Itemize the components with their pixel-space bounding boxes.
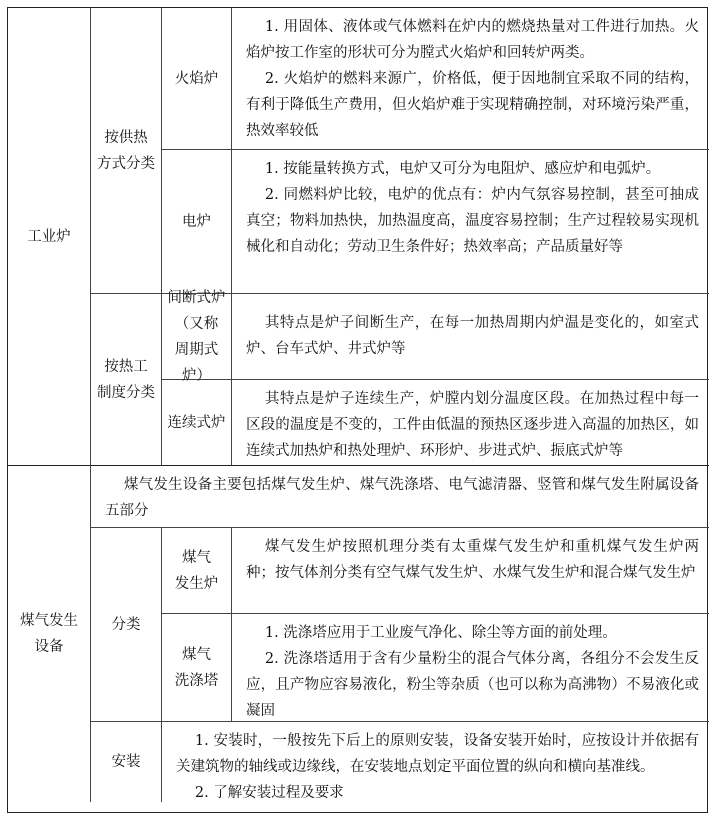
group-heating-regime	[91, 294, 162, 466]
desc-scrubber	[232, 614, 709, 722]
category-industrial-furnace	[8, 8, 91, 466]
desc-electric-furnace	[232, 150, 709, 294]
group-label: 安装	[111, 754, 141, 770]
gas-summary	[91, 466, 709, 528]
group-label: 按供热 方式分类	[97, 129, 155, 172]
type-electric-furnace	[162, 150, 232, 294]
group-label: 按热工 制度分类	[97, 358, 155, 401]
desc-line: 1. 洗涤塔应用于工业废气净化、除尘等方面的前处理。	[264, 625, 617, 641]
group-label: 分类	[111, 616, 141, 633]
desc-line: 1. 按能量转换方式，电炉又可分为电阻炉、感应炉和电弧炉。	[264, 161, 661, 177]
type-batch-furnace	[162, 289, 232, 384]
type-label: 连续式炉	[167, 414, 226, 431]
type-gas-producer	[162, 528, 232, 614]
category-label: 煤气发生 设备	[20, 613, 78, 655]
type-label: 电炉	[182, 213, 211, 230]
desc-line: 2. 同燃料炉比较，电炉的优点有：炉内气氛容易控制，甚至可抽成真空；物料加热快，加热温度高，温度容易控制；生产过程较易实现机械化和自动化；劳动卫生条件好；热效率高；产品质量好等	[246, 187, 699, 255]
group-heat-supply	[91, 8, 162, 294]
type-label: 间断式炉 （又称 周期式炉）	[167, 289, 226, 384]
group-classification	[91, 528, 162, 722]
category-gas-generation	[8, 466, 91, 802]
type-continuous-furnace	[162, 380, 232, 466]
summary-text: 煤气发生设备主要包括煤气发生炉、煤气洗涤塔、电气滤清器、竖管和煤气发生附属设备五部分	[105, 477, 699, 519]
category-label: 工业炉	[27, 228, 71, 245]
group-installation	[91, 722, 162, 802]
type-scrubber	[162, 614, 232, 722]
desc-line: 2. 洗涤塔适用于含有少量粉尘的混合气体分离，各组分不会发生反应，且产物应容易液化，粉尘等杂质（也可以称为高沸物）不易液化或凝固	[246, 651, 699, 719]
desc-installation	[162, 722, 709, 802]
desc-line: 其特点是炉子连续生产，炉膛内划分温度区段。在加热过程中每一区段的温度是不变的，工件由低温的预热区逐步进入高温的加热区，如连续式加热炉和热处理炉、环形炉、步进式炉、振底式炉等	[246, 391, 699, 459]
desc-line: 2. 了解安装过程及要求	[194, 785, 344, 801]
desc-continuous-furnace	[232, 380, 709, 466]
desc-gas-producer	[232, 528, 709, 614]
desc-line: 其特点是炉子间断生产，在每一加热周期内炉温是变化的，如室式炉、台车式炉、井式炉等	[246, 315, 699, 357]
desc-batch-furnace	[232, 294, 709, 380]
desc-line: 煤气发生炉按照机理分类有太重煤气发生炉和重机煤气发生炉两种；按气体剂分类有空气煤气发生炉、水煤气发生炉和混合煤气发生炉	[246, 539, 699, 581]
type-label: 火焰炉	[174, 70, 219, 87]
desc-line: 2. 火焰炉的燃料来源广，价格低，便于因地制宜采取不同的结构，有利于降低生产费用，但火焰炉难于实现精确控制，对环境污染严重，热效率较低	[246, 71, 699, 139]
type-flame-furnace	[162, 8, 232, 150]
type-label: 煤气 发生炉	[174, 549, 219, 592]
desc-line: 1. 用固体、液体或气体燃料在炉内的燃烧热量对工件进行加热。火焰炉按工作室的形状可分为膛式火焰炉和回转炉两类。	[246, 19, 699, 61]
type-label: 煤气 洗涤塔	[174, 646, 219, 689]
desc-flame-furnace	[232, 8, 709, 150]
desc-line: 1. 安装时，一般按先下后上的原则安装，设备安装开始时，应按设计并依据有关建筑物的轴线或边缘线，在安装地点划定平面位置的纵向和横向基准线。	[176, 733, 699, 775]
equipment-table	[7, 7, 708, 813]
